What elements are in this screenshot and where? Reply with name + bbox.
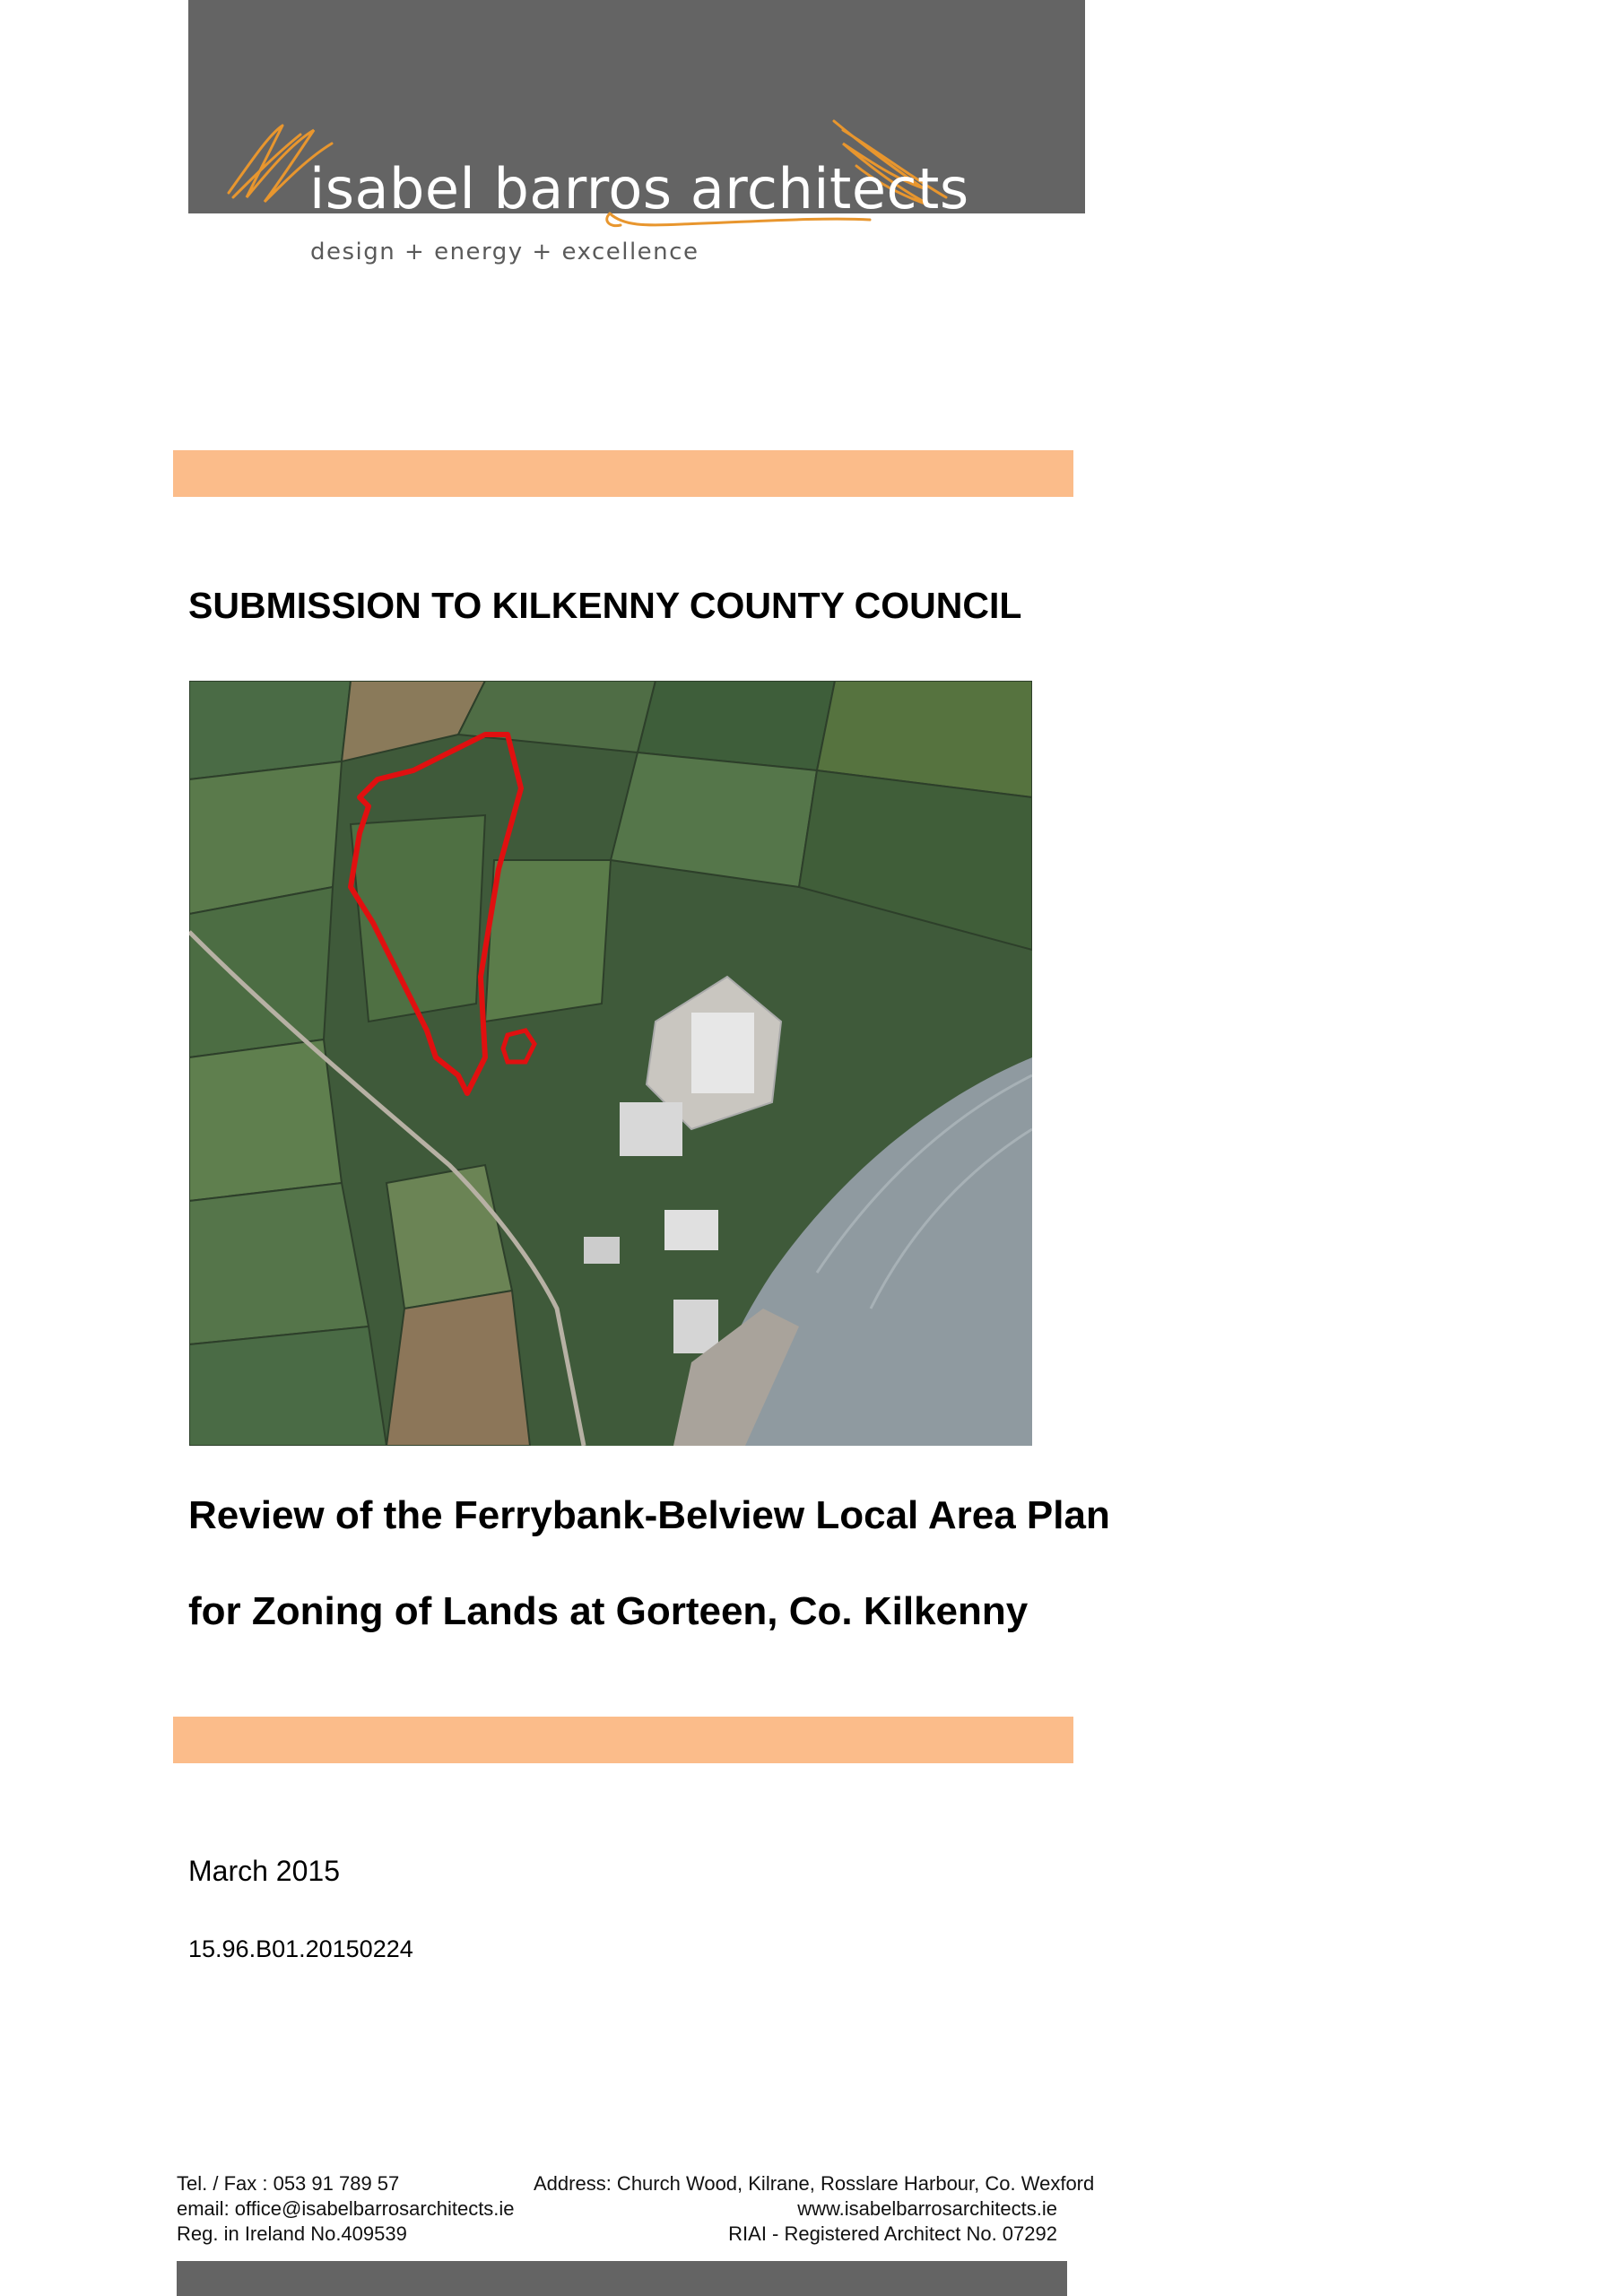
submission-title: SUBMISSION TO KILKENNY COUNTY COUNCIL (188, 585, 1022, 626)
plan-title-line-1: Review of the Ferrybank-Belview Local Area Plan (188, 1493, 1110, 1537)
document-reference: 15.96.B01.20150224 (188, 1935, 413, 1962)
footer-banner (177, 2261, 1067, 2296)
plan-title-line-2: for Zoning of Lands at Gorteen, Co. Kilkenny (188, 1589, 1029, 1633)
footer-tel-fax: Tel. / Fax : 053 91 789 57 (177, 2172, 400, 2195)
footer-riai-number: RIAI - Registered Architect No. 07292 (728, 2222, 1057, 2245)
footer-website: www.isabelbarrosarchitects.ie (797, 2197, 1057, 2220)
accent-bar-bottom (173, 1717, 1073, 1763)
brand-tagline: design + energy + excellence (310, 239, 699, 265)
brand-name: isabel barros architects (309, 156, 969, 222)
accent-bar-top (173, 450, 1073, 497)
document-date: March 2015 (188, 1855, 340, 1887)
footer-address: Address: Church Wood, Kilrane, Rosslare Harbour, Co. Wexford (534, 2172, 1095, 2195)
footer-email: email: office@isabelbarrosarchitects.ie (177, 2197, 515, 2220)
footer-registration: Reg. in Ireland No.409539 (177, 2222, 407, 2245)
aerial-site-map (189, 681, 1032, 1446)
